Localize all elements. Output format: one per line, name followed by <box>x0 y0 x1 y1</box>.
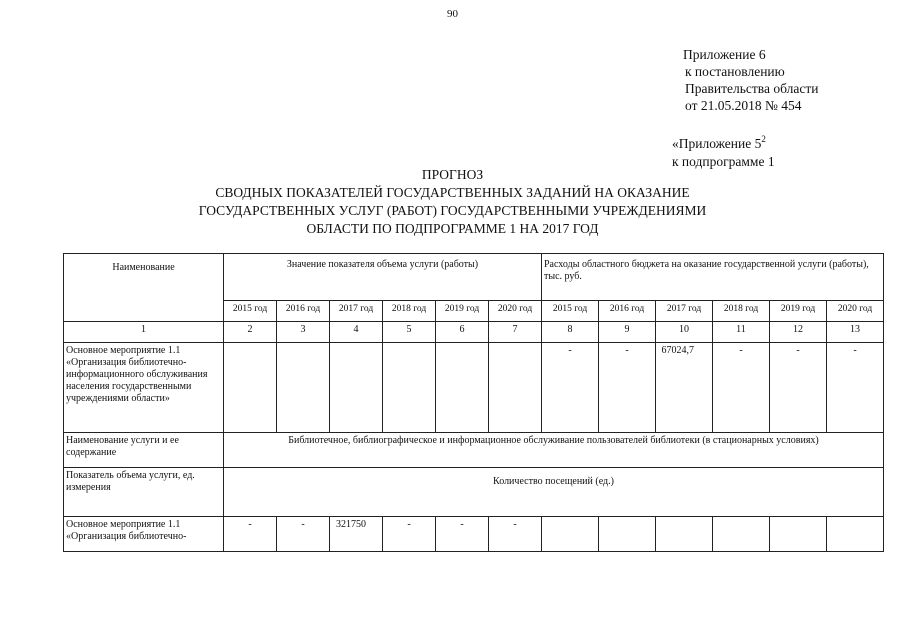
year-cell: 2020 год <box>827 301 884 322</box>
value-cell: 321750 <box>330 517 383 552</box>
value-cell: - <box>713 343 770 433</box>
table-row <box>64 517 884 552</box>
column-number-cell: 8 <box>542 322 599 343</box>
column-number-cell: 9 <box>599 322 656 343</box>
row-name-cell: Основное мероприятие 1.1 «Организация библиотечно- <box>64 517 224 552</box>
column-number-cell: 6 <box>436 322 489 343</box>
value-cell <box>330 343 383 433</box>
column-number-cell: 10 <box>656 322 713 343</box>
row-name-cell: Наименование услуги и ее содержание <box>64 433 224 468</box>
header-expenses-cell: Расходы областного бюджета на оказание государственной услуги (работы), тыс. руб. <box>542 254 884 301</box>
column-number-cell: 3 <box>277 322 330 343</box>
previous-appendix-line-1 <box>672 130 775 153</box>
value-cell: - <box>436 517 489 552</box>
value-cell <box>713 517 770 552</box>
column-number-cell: 5 <box>383 322 436 343</box>
value-cell <box>542 517 599 552</box>
value-cell: - <box>224 517 277 552</box>
value-cell: - <box>489 517 542 552</box>
title-line-2: СВОДНЫХ ПОКАЗАТЕЛЕЙ ГОСУДАРСТВЕННЫХ ЗАДАНИЙ НА ОКАЗАНИЕ <box>215 185 690 200</box>
volume-indicator-cell: Количество посещений (ед.) <box>224 468 884 517</box>
forecast-table <box>63 253 884 552</box>
year-cell: 2016 год <box>277 301 330 322</box>
previous-appendix-superscript: 2 <box>761 134 766 144</box>
year-cell: 2017 год <box>656 301 713 322</box>
value-cell <box>436 343 489 433</box>
previous-appendix-text: «Приложение 5 <box>672 136 762 151</box>
value-cell: - <box>277 517 330 552</box>
table-row <box>64 468 884 517</box>
previous-appendix-block <box>672 130 775 171</box>
value-cell <box>599 517 656 552</box>
value-cell <box>827 517 884 552</box>
value-cell: 67024,7 <box>656 343 713 433</box>
year-cell: 2019 год <box>770 301 827 322</box>
column-number-cell: 1 <box>64 322 224 343</box>
value-cell <box>277 343 330 433</box>
value-cell: - <box>383 517 436 552</box>
appendix-line-1: Приложение 6 <box>683 47 766 62</box>
value-cell: - <box>827 343 884 433</box>
title-line-4: ОБЛАСТИ ПО ПОДПРОГРАММЕ 1 НА 2017 ГОД <box>306 221 599 236</box>
year-cell: 2019 год <box>436 301 489 322</box>
column-number-cell: 11 <box>713 322 770 343</box>
value-cell: - <box>599 343 656 433</box>
year-cell: 2015 год <box>542 301 599 322</box>
value-cell <box>489 343 542 433</box>
title-line-3: ГОСУДАРСТВЕННЫХ УСЛУГ (РАБОТ) ГОСУДАРСТВЕННЫМИ УЧРЕЖДЕНИЯМИ <box>198 203 707 218</box>
value-cell: - <box>770 343 827 433</box>
year-cell: 2017 год <box>330 301 383 322</box>
header-volume-cell: Значение показателя объема услуги (работы) <box>224 254 542 301</box>
value-cell <box>383 343 436 433</box>
column-number-cell: 13 <box>827 322 884 343</box>
year-cell: 2018 год <box>713 301 770 322</box>
appendix-line-3: Правительства области <box>685 81 819 96</box>
appendix-line-2: к постановлению <box>685 64 785 79</box>
value-cell <box>770 517 827 552</box>
year-cell: 2020 год <box>489 301 542 322</box>
year-cell: 2016 год <box>599 301 656 322</box>
column-number-cell: 7 <box>489 322 542 343</box>
row-name-cell: Показатель объема услуги, ед. измерения <box>64 468 224 517</box>
year-cell: 2018 год <box>383 301 436 322</box>
value-cell <box>224 343 277 433</box>
appendix-block <box>683 46 818 114</box>
column-number-cell: 4 <box>330 322 383 343</box>
column-number-cell: 2 <box>224 322 277 343</box>
row-name-cell: Основное мероприятие 1.1 «Организация библиотечно-информационного обслуживания населения государственными учреждениями области» <box>64 343 224 433</box>
service-content-cell: Библиотечное, библиографическое и информационное обслуживание пользователей библиотеки (в стационарных условиях) <box>224 433 884 468</box>
page-number: 90 <box>447 8 458 20</box>
document-title <box>0 166 905 238</box>
previous-appendix-line-2: к подпрограмме 1 <box>672 154 775 169</box>
table-row <box>64 433 884 468</box>
appendix-line-4: от 21.05.2018 № 454 <box>685 98 802 113</box>
table-row <box>64 343 884 433</box>
value-cell <box>656 517 713 552</box>
header-name-cell: Наименование <box>64 254 224 322</box>
column-number-cell: 12 <box>770 322 827 343</box>
value-cell: - <box>542 343 599 433</box>
year-cell: 2015 год <box>224 301 277 322</box>
title-line-1: ПРОГНОЗ <box>421 167 484 182</box>
